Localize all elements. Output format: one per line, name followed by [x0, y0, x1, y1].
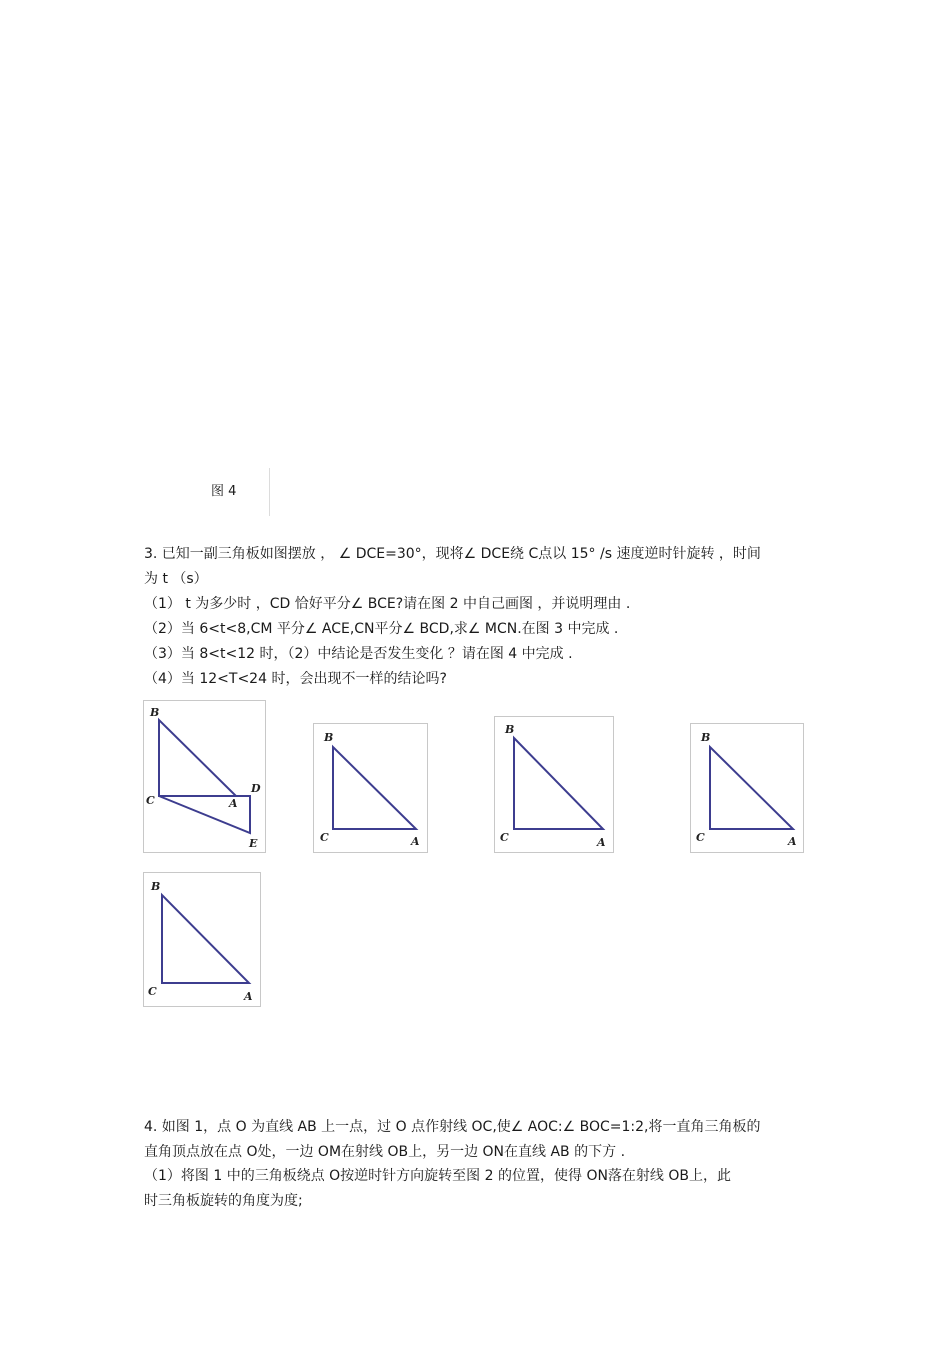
- label-c: C: [320, 831, 329, 844]
- figure-3: [494, 716, 615, 854]
- q3-part-4: （4）当 12<T<24 时，会出现不一样的结论吗?: [144, 671, 447, 687]
- label-b: B: [505, 723, 515, 736]
- figure-5: [143, 872, 262, 1008]
- label-b: B: [324, 731, 334, 744]
- figure-4: [690, 723, 805, 854]
- q3-part-1: （1） t 为多少时 ，CD 恰好平分∠ BCE?请在图 2 中自己画图 ，并说明理由 .: [144, 596, 631, 612]
- label-c: C: [500, 831, 509, 844]
- q4-line-3: （1）将图 1 中的三角板绕点 O按逆时针方向旋转至图 2 的位置，使得 ON落在射线 OB上，此: [144, 1168, 732, 1184]
- label-a: A: [597, 836, 606, 849]
- label-a: A: [411, 835, 420, 848]
- triangle-bca: [333, 747, 416, 829]
- label-c: C: [148, 985, 157, 998]
- label-e: E: [249, 837, 258, 850]
- label-a: A: [788, 835, 797, 848]
- figure-4-caption: 图 4: [211, 484, 237, 499]
- label-d: D: [251, 782, 261, 795]
- divider: [269, 468, 270, 516]
- figure-2: [313, 723, 429, 854]
- label-a: A: [244, 990, 253, 1003]
- label-b: B: [701, 731, 711, 744]
- label-c: C: [696, 831, 705, 844]
- q3-line-1: 3. 已知一副三角板如图摆放 ， ∠ DCE=30°，现将∠ DCE绕 C点以 15° /s 速度逆时针旋转 ，时间: [144, 546, 761, 562]
- q3-line-2: 为 t （s）: [144, 571, 208, 587]
- figure-1: [143, 700, 267, 854]
- triangle-bca: [159, 720, 236, 796]
- triangle-bca: [162, 895, 249, 983]
- triangle-bca: [710, 747, 793, 829]
- q3-part-2: （2）当 6<t<8,CM 平分∠ ACE,CN平分∠ BCD,求∠ MCN.在图 3 中完成 .: [144, 621, 619, 637]
- label-a: A: [229, 797, 238, 810]
- q4-line-4: 时三角板旋转的角度为度;: [144, 1193, 303, 1209]
- q4-line-2: 直角顶点放在点 O处，一边 OM在射线 OB上，另一边 ON在直线 AB 的下方 .: [144, 1144, 626, 1160]
- label-b: B: [151, 880, 161, 893]
- q4-line-1: 4. 如图 1，点 O 为直线 AB 上一点，过 O 点作射线 OC,使∠ AOC:∠ BOC=1:2,将一直角三角板的: [144, 1119, 761, 1135]
- label-c: C: [146, 794, 155, 807]
- q3-part-3: （3）当 8<t<12 时，（2）中结论是否发生变化 ？请在图 4 中完成 .: [144, 646, 573, 662]
- label-b: B: [150, 706, 160, 719]
- triangle-bca: [514, 738, 603, 829]
